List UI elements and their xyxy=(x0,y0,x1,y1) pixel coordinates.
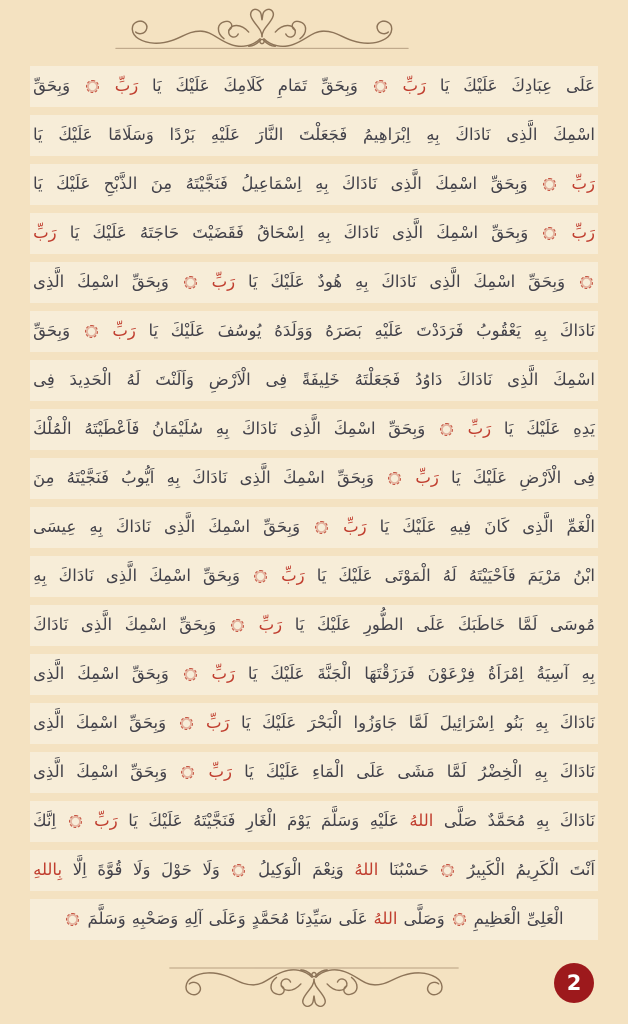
arabic-word: وَبِحَقِّ xyxy=(263,517,301,537)
arabic-word: وَوَلَدَهُ xyxy=(274,321,313,341)
arabic-word: عَلَيْكَ xyxy=(175,76,210,96)
arabic-word: عَلَيْكَ xyxy=(92,223,127,243)
arabic-word: عَلَيْهِ xyxy=(369,811,399,831)
arabic-word: عَلَيْكَ xyxy=(402,517,437,537)
arabic-word: يَا xyxy=(503,419,514,439)
arabic-word: الَّذِى xyxy=(239,468,271,488)
arabic-word: لَمَّا xyxy=(446,762,467,782)
sacred-word-red: رَبِّ xyxy=(467,419,492,439)
sacred-word-red: اللهُ xyxy=(373,909,398,929)
ayah-rosette-icon xyxy=(543,227,556,240)
sacred-word-red: اللهُ xyxy=(409,811,434,831)
ayah-rosette-icon xyxy=(440,423,453,436)
arabic-word: عَلَى xyxy=(565,76,595,96)
arabic-word: الَّذِى xyxy=(429,272,461,292)
ayah-rosette-icon xyxy=(441,864,454,877)
prayer-line xyxy=(30,213,598,254)
arabic-word: وَبِحَقِّ xyxy=(491,223,529,243)
arabic-word: فَاَعْطَيْتَهُ xyxy=(84,419,140,439)
arabic-word: وَبِحَقِّ xyxy=(130,762,168,782)
arabic-word: يَوْمَ xyxy=(287,811,311,831)
arabic-word: الْمُلْكَ xyxy=(33,419,72,439)
arabic-word: الْعَظِيمِ xyxy=(473,909,521,929)
arabic-word: عِبَادِكَ xyxy=(511,76,553,96)
arabic-word: يَا xyxy=(294,615,305,635)
arabic-word: اِسْحَاقُ xyxy=(257,223,304,243)
arabic-word: بِهِ xyxy=(166,468,181,488)
arabic-word: اسْمِكَ xyxy=(282,468,325,488)
arabic-word: يَا xyxy=(316,566,327,586)
arabic-word: نَادَاكَ xyxy=(342,174,378,194)
arabic-word: فَنَجَّيْتَهُ xyxy=(66,468,109,488)
ayah-rosette-icon xyxy=(232,864,245,877)
arabic-word: اَيُّوبُ xyxy=(121,468,155,488)
ayah-rosette-icon xyxy=(184,276,197,289)
arabic-word: عَلَى xyxy=(338,909,368,929)
arabic-word: يَعْقُوبُ xyxy=(476,321,522,341)
prayer-line xyxy=(30,164,598,205)
prayer-line xyxy=(30,752,598,793)
sacred-word-red: رَبِّ xyxy=(33,223,57,243)
arabic-word: خَاطَبَكَ xyxy=(457,615,506,635)
arabic-word: الْاَرْضِ xyxy=(519,468,562,488)
arabic-word: عَلَيْكَ xyxy=(148,811,183,831)
arabic-word: اسْمِكَ xyxy=(77,272,119,292)
prayer-line xyxy=(30,556,598,597)
arabic-word: وَصَلَّى xyxy=(403,909,445,929)
arabic-word: عَلَيْكَ xyxy=(463,76,498,96)
arabic-word: وَبِحَقِّ xyxy=(131,272,169,292)
arabic-word: وَسَلَّمَ xyxy=(320,811,360,831)
ayah-rosette-icon xyxy=(580,276,593,289)
arabic-word: بِهِ xyxy=(581,664,595,684)
arabic-word: نَادَاكَ xyxy=(241,419,278,439)
arabic-word: عَلَيْكَ xyxy=(265,762,301,782)
arabic-word: اسْمِكَ xyxy=(208,517,251,537)
arabic-word: بَصَرَهُ xyxy=(325,321,362,341)
arabic-word: بَنُو xyxy=(505,713,524,733)
arabic-word: سُلَيْمَانُ xyxy=(152,419,204,439)
sacred-word-red: رَبِّ xyxy=(281,566,305,586)
arabic-word: نَادَاكَ xyxy=(559,713,595,733)
arabic-word: عَلَيْكَ xyxy=(338,566,373,586)
arabic-word: مِنَ xyxy=(33,468,55,488)
arabic-word: يَا xyxy=(451,468,461,488)
arabic-word: بِهِ xyxy=(315,174,329,194)
arabic-word: الَّذِى xyxy=(80,615,113,635)
arabic-word: اِبْرَاهِيمُ xyxy=(362,125,411,145)
ayah-rosette-icon xyxy=(453,913,466,926)
arabic-word: عَلَى xyxy=(416,615,446,635)
ayah-rosette-icon xyxy=(388,472,401,485)
arabic-word: سَيِّدِنَا xyxy=(295,909,333,929)
arabic-word: اسْمِكَ xyxy=(77,664,120,684)
sacred-word-red: رَبِّ xyxy=(114,76,139,96)
arabic-word: يَا xyxy=(439,76,450,96)
arabic-word: لَمَّا xyxy=(517,615,538,635)
arabic-word: وَسَلَّمَ xyxy=(87,909,126,929)
arabic-word: بِهِ xyxy=(534,762,548,782)
arabic-word: فِيهِ xyxy=(449,517,472,537)
arabic-word: وَبِحَقِّ xyxy=(131,664,169,684)
ayah-rosette-icon xyxy=(231,619,244,632)
arabic-word: يَا xyxy=(152,76,162,96)
arabic-word: قُوَّةَ xyxy=(97,860,123,880)
arabic-word: يُوسُفَ xyxy=(217,321,262,341)
arabic-word: وَنِعْمَ xyxy=(312,860,344,880)
arabic-word: وَبِحَقِّ xyxy=(528,272,566,292)
sacred-word-red: رَبِّ xyxy=(211,664,236,684)
arabic-word: يَا xyxy=(33,125,43,145)
arabic-word: فِى xyxy=(33,370,55,390)
arabic-word: وَاَلَنْتَ xyxy=(155,370,194,390)
arabic-word: وَعَلَى xyxy=(208,909,246,929)
arabic-word: الَّذِى xyxy=(33,762,65,782)
arabic-word: فَجَعَلْتَ xyxy=(299,125,348,145)
arabic-word: الطُّورِ xyxy=(363,615,404,635)
arabic-word: كَانَ xyxy=(484,517,510,537)
arabic-word: فِى xyxy=(573,468,595,488)
arabic-word: الذَّبْحِ xyxy=(103,174,138,194)
arabic-word: اِلَّا xyxy=(72,860,87,880)
arabic-word: يَا xyxy=(247,664,258,684)
arabic-word: اسْمِكَ xyxy=(76,762,119,782)
arabic-word: عَلَيْكَ xyxy=(58,125,93,145)
bottom-ornament-flourish-icon xyxy=(164,954,464,1012)
prayer-line xyxy=(30,66,598,107)
arabic-word: اِسْمَاعِيلُ xyxy=(241,174,302,194)
arabic-word: وَبِحَقِّ xyxy=(33,321,71,341)
arabic-word: فَنَجَّيْتَهُ xyxy=(185,174,228,194)
sacred-word-red: رَبِّ xyxy=(208,762,232,782)
arabic-word: بِهِ xyxy=(534,713,549,733)
arabic-word: نَادَاكَ xyxy=(115,517,151,537)
prayer-line xyxy=(30,507,598,548)
prayer-line xyxy=(30,409,598,450)
arabic-word: نَادَاكَ xyxy=(559,762,595,782)
ayah-rosette-icon xyxy=(254,570,267,583)
arabic-word: نَادَاكَ xyxy=(455,125,491,145)
arabic-word: اِمْرَاَةُ xyxy=(487,664,524,684)
arabic-word: وَلَا xyxy=(133,860,151,880)
arabic-word: يَا xyxy=(240,713,251,733)
arabic-word: عَلَيْهِ xyxy=(374,321,404,341)
sacred-word-red: رَبِّ xyxy=(206,713,230,733)
arabic-word: يَا xyxy=(33,174,43,194)
arabic-word: صَلَّى xyxy=(443,811,478,831)
arabic-word: الْاَرْضِ xyxy=(208,370,251,390)
prayer-line xyxy=(30,115,598,156)
sacred-word-red: رَبِّ xyxy=(112,321,136,341)
arabic-word: اسْمِكَ xyxy=(553,125,595,145)
arabic-word: نَادَاكَ xyxy=(343,223,379,243)
sacred-word-red: رَبِّ xyxy=(415,468,439,488)
ayah-rosette-icon xyxy=(543,178,556,191)
arabic-word: جَاوَزُوا xyxy=(353,713,398,733)
arabic-word: فِى xyxy=(265,370,288,390)
arabic-word: اسْمِكَ xyxy=(553,370,595,390)
arabic-word: مُحَمَّدٍ xyxy=(251,909,290,929)
arabic-word: فَجَعَلْتَهُ xyxy=(354,370,401,390)
arabic-word: وَبِحَقِّ xyxy=(320,76,358,96)
arabic-word: حَسْبُنَا xyxy=(388,860,429,880)
arabic-word: عَلَيْكَ xyxy=(270,664,305,684)
arabic-word: اسْمِكَ xyxy=(473,272,516,292)
sacred-word-red: رَبِّ xyxy=(343,517,367,537)
sacred-word-red: رَبِّ xyxy=(402,76,427,96)
arabic-word: بِهِ xyxy=(33,566,47,586)
arabic-word: يَا xyxy=(247,272,258,292)
arabic-word: وَصَحْبِهِ xyxy=(131,909,179,929)
arabic-word: وَبِحَقِّ xyxy=(388,419,426,439)
arabic-word: بِهِ xyxy=(426,125,440,145)
arabic-word: مَرْيَمَ xyxy=(527,566,562,586)
arabic-word: الَّذِى xyxy=(164,517,196,537)
arabic-word: وَبِحَقِّ xyxy=(179,615,217,635)
arabic-word: يَا xyxy=(379,517,390,537)
ayah-rosette-icon xyxy=(86,80,99,93)
ayah-rosette-icon xyxy=(69,815,82,828)
sacred-word-red: رَبِّ xyxy=(258,615,283,635)
arabic-word: وَسَلَامًا xyxy=(108,125,154,145)
arabic-word: تَمَامِ xyxy=(277,76,308,96)
arabic-word: الْكَرِيمُ xyxy=(515,860,559,880)
arabic-word: الْمَاءِ xyxy=(312,762,345,782)
arabic-word: الْبَحْرَ xyxy=(307,713,343,733)
arabic-word: نَادَاكَ xyxy=(559,321,595,341)
arabic-word: يَا xyxy=(128,811,138,831)
ayah-rosette-icon xyxy=(374,80,387,93)
arabic-word: فَقَضَيْتَ xyxy=(192,223,244,243)
arabic-word: لَهُ xyxy=(126,370,141,390)
ayah-rosette-icon xyxy=(180,717,193,730)
prayer-line xyxy=(30,899,598,940)
sacred-word-red: رَبِّ xyxy=(571,174,595,194)
ayah-rosette-icon xyxy=(184,668,197,681)
arabic-word: يَا xyxy=(148,321,159,341)
arabic-word: آسِيَةُ xyxy=(536,664,569,684)
arabic-word: مُحَمَّدٌ xyxy=(487,811,526,831)
arabic-word: فِرْعَوْنَ xyxy=(427,664,476,684)
sacred-word-red: اللهُ xyxy=(354,860,379,880)
ayah-rosette-icon xyxy=(85,325,98,338)
arabic-word: الْكَبِيرُ xyxy=(467,860,505,880)
arabic-word: بِهِ xyxy=(533,321,548,341)
prayer-line xyxy=(30,605,598,646)
arabic-word: فَنَجَّيْتَهُ xyxy=(193,811,236,831)
arabic-word: الَّذِى xyxy=(506,125,538,145)
arabic-word: لَهُ xyxy=(442,566,457,586)
arabic-word: اِسْرَائِيلَ xyxy=(439,713,494,733)
prayer-line xyxy=(30,458,598,499)
prayer-line xyxy=(30,654,598,695)
ayah-rosette-icon xyxy=(66,913,79,926)
arabic-word: عَلَى xyxy=(356,762,386,782)
arabic-word: اسْمِكَ xyxy=(149,566,191,586)
top-ornament-flourish-icon xyxy=(110,4,414,62)
arabic-word: نَادَاكَ xyxy=(58,566,94,586)
arabic-word: عَلَيْكَ xyxy=(270,272,305,292)
ayah-rosette-icon xyxy=(181,766,194,779)
sacred-word-red: بِاللهِ xyxy=(33,860,63,880)
arabic-word: بِهِ xyxy=(89,517,103,537)
arabic-word: الَّذِى xyxy=(390,174,422,194)
prayer-line xyxy=(30,703,598,744)
arabic-word: اسْمِكَ xyxy=(124,615,167,635)
arabic-word: الَّذِى xyxy=(391,223,424,243)
arabic-word: هُودٌ xyxy=(317,272,343,292)
arabic-word: نَادَاكَ xyxy=(457,370,493,390)
arabic-word: حَوْلَ xyxy=(161,860,192,880)
arabic-word: خَلِيفَةً xyxy=(301,370,340,390)
arabic-word: الَّذِى xyxy=(33,664,65,684)
arabic-word: الْمَوْتَى xyxy=(384,566,431,586)
arabic-word: عَلَيْكَ xyxy=(56,174,91,194)
arabic-word: الْعَلِىِّ xyxy=(526,909,564,929)
arabic-word: بِهِ xyxy=(317,223,331,243)
arabic-word: عِيسَى xyxy=(33,517,77,537)
arabic-word: ابْنُ xyxy=(573,566,595,586)
arabic-word: اسْمِكَ xyxy=(333,419,376,439)
arabic-word: مَشَى xyxy=(397,762,435,782)
arabic-word: دَاوُدُ xyxy=(415,370,443,390)
arabic-word: يَدِهِ xyxy=(573,419,595,439)
prayer-line xyxy=(30,801,598,842)
arabic-word: الَّذِى xyxy=(33,713,65,733)
arabic-word: عَلَيْهِ xyxy=(210,125,241,145)
arabic-word: عَلَيْكَ xyxy=(170,321,205,341)
arabic-word: كَلَامِكَ xyxy=(223,76,264,96)
ayah-rosette-icon xyxy=(315,521,328,534)
arabic-word: اسْمِكَ xyxy=(436,223,479,243)
arabic-word: نَادَاكَ xyxy=(33,615,69,635)
arabic-word: الَّذِى xyxy=(105,566,138,586)
arabic-word: الْجَنَّةَ xyxy=(317,664,352,684)
arabic-word: الْخِضْرُ xyxy=(478,762,523,782)
arabic-word: بِهِ xyxy=(215,419,230,439)
arabic-word: وَبِحَقِّ xyxy=(336,468,374,488)
arabic-word: وَبِحَقِّ xyxy=(129,713,167,733)
arabic-word: نَادَاكَ xyxy=(381,272,417,292)
arabic-word: لَمَّا xyxy=(408,713,429,733)
arabic-word: مُوسَى xyxy=(550,615,595,635)
arabic-word: فَاَحْيَيْتَهُ xyxy=(468,566,516,586)
sacred-word-red: رَبِّ xyxy=(571,223,595,243)
arabic-word: يَا xyxy=(244,762,254,782)
prayer-line xyxy=(30,850,598,891)
arabic-word: الَّذِى xyxy=(289,419,321,439)
arabic-word: عَلَيْكَ xyxy=(262,713,297,733)
arabic-word: وَبِحَقِّ xyxy=(490,174,528,194)
page-number-badge: 2 xyxy=(554,963,594,1003)
arabic-word: اِنَّكَ xyxy=(33,811,57,831)
arabic-word: الَّذِى xyxy=(507,370,539,390)
arabic-word: مِنَ xyxy=(150,174,173,194)
arabic-word: وَبِحَقِّ xyxy=(33,76,71,96)
arabic-word: النَّارَ xyxy=(255,125,284,145)
arabic-word: اَنْتَ xyxy=(569,860,595,880)
sacred-word-red: رَبِّ xyxy=(94,811,118,831)
arabic-word: الَّذِى xyxy=(33,272,65,292)
sacred-word-red: رَبِّ xyxy=(211,272,236,292)
arabic-word: اسْمِكَ xyxy=(435,174,478,194)
arabic-word: عَلَيْكَ xyxy=(472,468,508,488)
arabic-word: فَرَزَقْتَهَا xyxy=(364,664,415,684)
arabic-word: حَاجَتَهُ xyxy=(139,223,180,243)
arabic-word: الْحَدِيدَ xyxy=(69,370,112,390)
arabic-word: يَا xyxy=(69,223,80,243)
arabic-word: نَادَاكَ xyxy=(192,468,228,488)
arabic-word: الْغَمِّ xyxy=(566,517,595,537)
arabic-word: عَلَيْكَ xyxy=(526,419,561,439)
prayer-line xyxy=(30,262,598,303)
arabic-word: الْغَارِ xyxy=(245,811,277,831)
prayer-line xyxy=(30,360,598,401)
arabic-word: بَرْدًا xyxy=(169,125,196,145)
arabic-word: وَلَا xyxy=(202,860,220,880)
arabic-word: عَلَيْكَ xyxy=(317,615,352,635)
prayer-line xyxy=(30,311,598,352)
arabic-word: الْوَكِيلُ xyxy=(258,860,302,880)
prayer-text xyxy=(30,66,598,948)
arabic-word: الَّذِى xyxy=(522,517,554,537)
arabic-word: بِهِ xyxy=(535,811,550,831)
arabic-word: نَادَاكَ xyxy=(559,811,595,831)
arabic-word: فَرَدَدْتَ xyxy=(416,321,464,341)
arabic-word: وَبِحَقِّ xyxy=(203,566,241,586)
arabic-word: اسْمِكَ xyxy=(75,713,118,733)
arabic-word: بِهِ xyxy=(354,272,369,292)
arabic-word: آلِهِ xyxy=(184,909,203,929)
